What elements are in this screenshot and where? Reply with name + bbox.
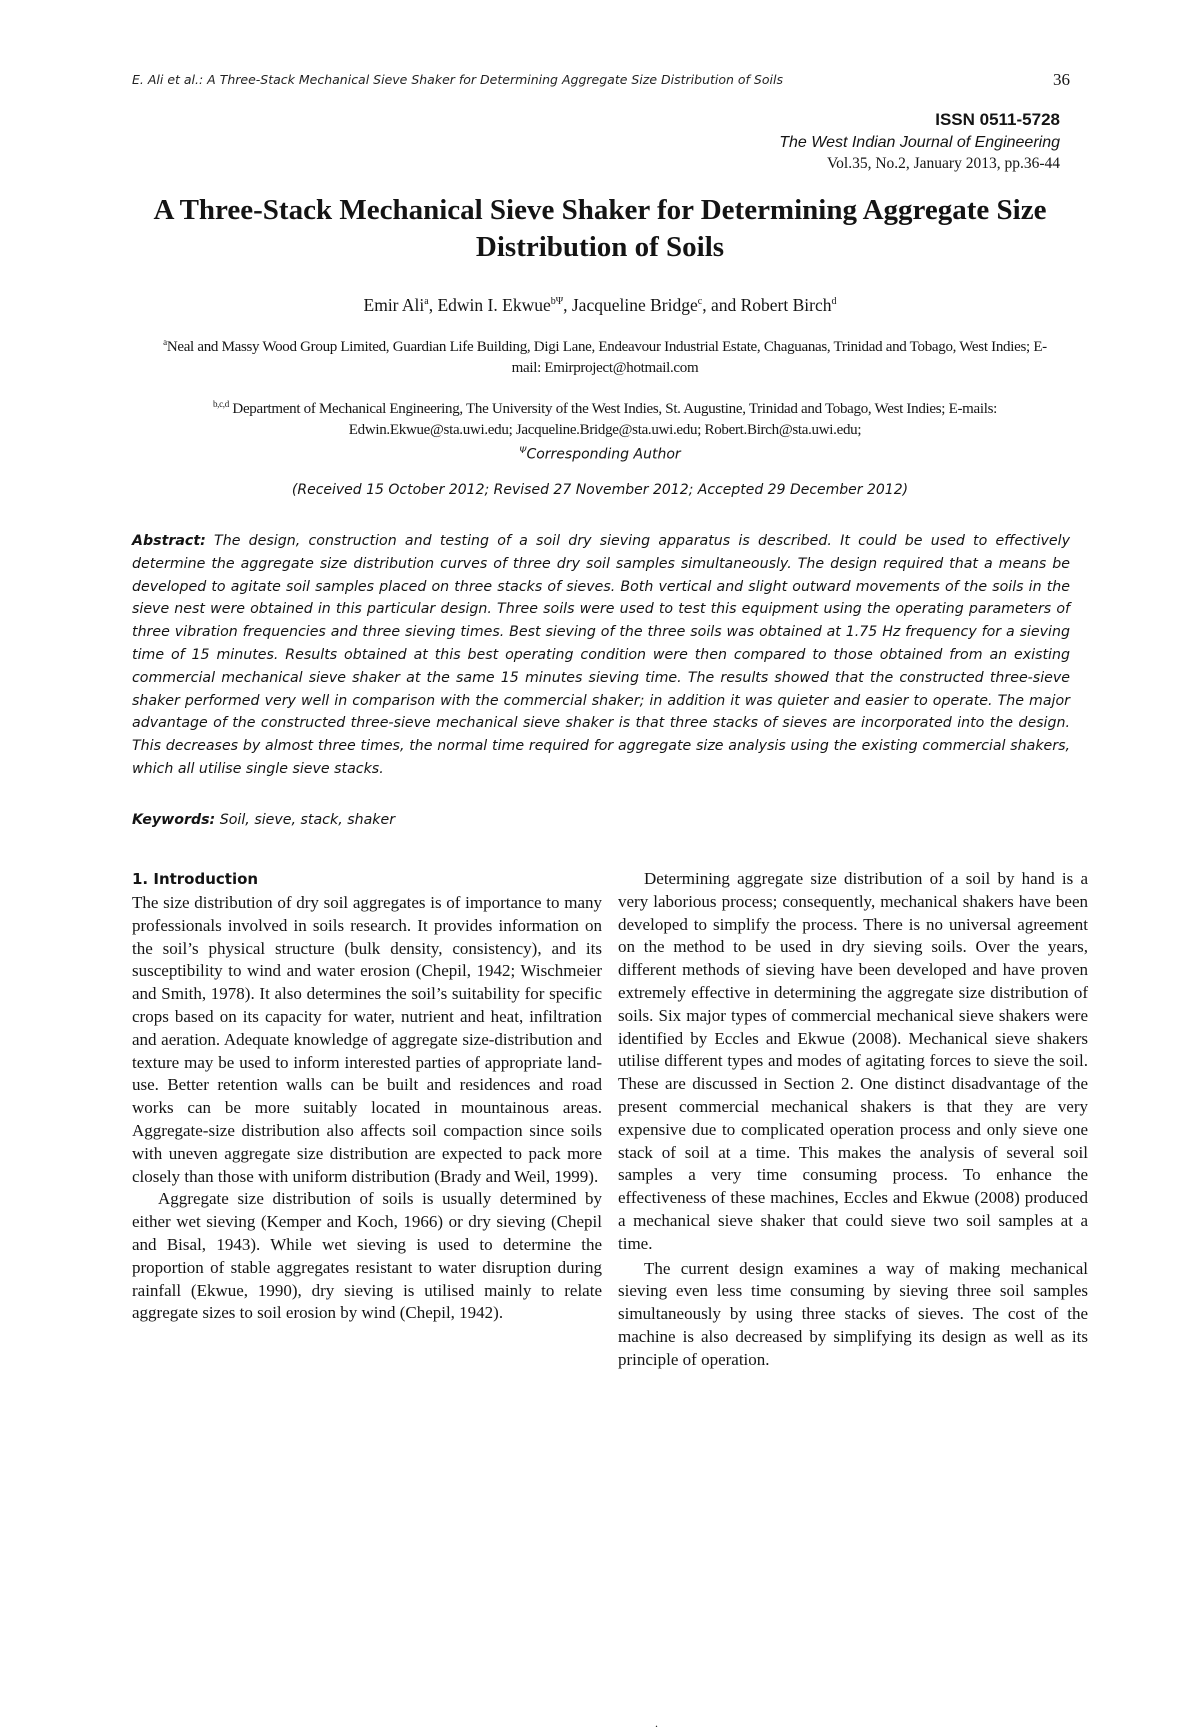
section-heading: 1. Introduction [132, 870, 259, 888]
running-header: E. Ali et al.: A Three-Stack Mechanical Sieve Shaker for Determining Aggregate Size Distribution of Soils [132, 72, 783, 87]
paper-title: A Three-Stack Mechanical Sieve Shaker for Determining Aggregate Size Distribution of Soils [153, 194, 1047, 263]
journal-volume: Vol.35, No.2, January 2013, pp.36-44 [826, 155, 1060, 172]
author-separator: , [563, 294, 572, 315]
journal-name: The West Indian Journal of Engineering [779, 134, 1060, 151]
affiliation [150, 394, 1060, 441]
keywords-label: Keywords: [132, 812, 216, 828]
body-paragraph: Determining aggregate size distribution of a soil by hand is a very laborious process; consequently, mechanical shakers have been developed to simplify the process. There is no universal agreement on the method to be used in dry sieving soils. Over the years, different methods of sieving have been developed and have proven extremely effective in determining the aggregate size distribution of soils. Six major types of commercial mechanical sieve shakers were identified by Eccles and Ekwue (2008). Mechanical sieve shakers utilise different types and modes of agitating forces to sieve the soil. These are discussed in Section 2. One distinct disadvantage of the present commercial mechanical shakers is that they are very expensive due to complicated operation process and only sieve one stack of soil at a time. This makes the analysis of several soil samples a very time consuming process. To enhance the effectiveness of these machines, Eccles and Ekwue (2008) produced a mechanical sieve shaker that could sieve two soil samples at a time. [618, 869, 1088, 1253]
author-name: Emir Ali [363, 294, 425, 315]
affiliation-text: Neal and Massy Wood Group Limited, Guardian Life Building, Digi Lane, Endeavour Industrial Estate, Chaguanas, Trinidad and Tobago, West Indies; E-mail: Emirproject@hotmail.com [166, 339, 1047, 376]
author-list [120, 290, 1080, 317]
page-number: 36 [1053, 70, 1070, 89]
abstract-label: Abstract: [132, 533, 206, 549]
author-separator: , [428, 294, 438, 315]
author-name: Edwin I. Ekwue [437, 294, 551, 315]
keywords-text: Soil, sieve, stack, shaker [219, 812, 396, 828]
author-superscript: d [831, 296, 837, 307]
body-paragraph: Aggregate size distribution of soils is usually determined by either wet sieving (Kemper and Koch, 1966) or dry sieving (Chepil and Bisal, 1943). While wet sieving is used to determine the proportion of stable aggregates resistant to water disruption during rainfall (Ekwue, 1990), dry sieving is utilised mainly to relate aggregate sizes to soil erosion by wind (Chepil, 1942). [132, 1189, 602, 1323]
author-name: Robert Birch [740, 294, 832, 315]
corresponding-text: Corresponding Author [526, 446, 681, 463]
corresponding-author-note [120, 446, 1080, 463]
author-name: Jacqueline Bridge [571, 294, 698, 315]
author-separator: , and [702, 294, 741, 315]
affiliation-superscript: a [163, 337, 167, 347]
keywords [132, 812, 1070, 828]
received-dates: (Received 15 October 2012; Revised 27 November 2012; Accepted 29 December 2012) [291, 482, 909, 498]
abstract-text: The design, construction and testing of a soil dry sieving apparatus is described. It could be used to effectively determine the aggregate size distribution curves of three dry soil samples simultaneously. The design required that a means be developed to agitate soil samples placed on three stacks of sieves. Both vertical and slight outward movements of the soils in the sieve nest were obtained in this particular design. Three soils were used to test this equipment using the operating parameters of three vibration frequencies and three sieving times. Best sieving of the three soils was obtained at 1.75 Hz frequency for a sieving time of 15 minutes. Results obtained at this best operating condition were then compared to those obtained from an existing commercial mechanical sieve shaker at the same 15 minutes sieving time. The results showed that the constructed three-sieve shaker performed very well in comparison with the commercial shaker; in addition it was quieter and easier to operate. The major advantage of the constructed three-sieve mechanical sieve shaker is that three stacks of sieves are incorporated into the design. This decreases by almost three times, the normal time required for aggregate size analysis using the existing commercial shakers, which all utilise single sieve stacks. [132, 533, 1070, 777]
affiliation [150, 332, 1060, 379]
body-column-right [618, 868, 1088, 1372]
author-superscript: bΨ [550, 296, 564, 307]
author-superscript: c [697, 296, 703, 307]
body-column-left [132, 868, 602, 1325]
corresponding-symbol: Ψ [519, 446, 527, 456]
abstract [132, 530, 1070, 781]
body-paragraph: The current design examines a way of making mechanical sieving even less time consuming by sieving three soil samples simultaneously by using three stacks of sieves. The cost of the machine is also decreased by simplifying its design as well as its principle of operation. [618, 1258, 1088, 1369]
affiliation-text: Department of Mechanical Engineering, The University of the West Indies, St. Augustine, Trinidad and Tobago, West Indies; E-mails: Edwin.Ekwue@sta.uwi.edu; Jacqueline.Bridge@sta.uwi.edu; Robert.Birch@sta.uwi.edu; [232, 401, 998, 438]
body-paragraph: The size distribution of dry soil aggregates is of importance to many professionals involved in soils research. It provides information on the soil’s physical structure (bulk density, consistency), and its susceptibility to wind and water erosion (Chepil, 1942; Wischmeier and Smith, 1978). It also determines the soil’s suitability for specific crops based on its capacity for water, nutrient and heat, infiltration and aeration. Adequate knowledge of aggregate size-distribution and texture may be used to inform interested parties of appropriate land-use. Better retention walls can be built and residences and road works can be more suitably located in mountainous areas. Aggregate-size distribution also affects soil compaction since soils with uneven aggregate size distribution are expected to pack more closely than those with uniform distribution (Brady and Weil, 1999). [132, 893, 602, 1186]
issn: ISSN 0511-5728 [935, 110, 1060, 129]
affiliation-superscript: b,c,d [212, 399, 229, 409]
journal-info [779, 108, 1060, 174]
stray-mark: . [655, 1716, 658, 1730]
author-superscript: a [424, 296, 429, 307]
